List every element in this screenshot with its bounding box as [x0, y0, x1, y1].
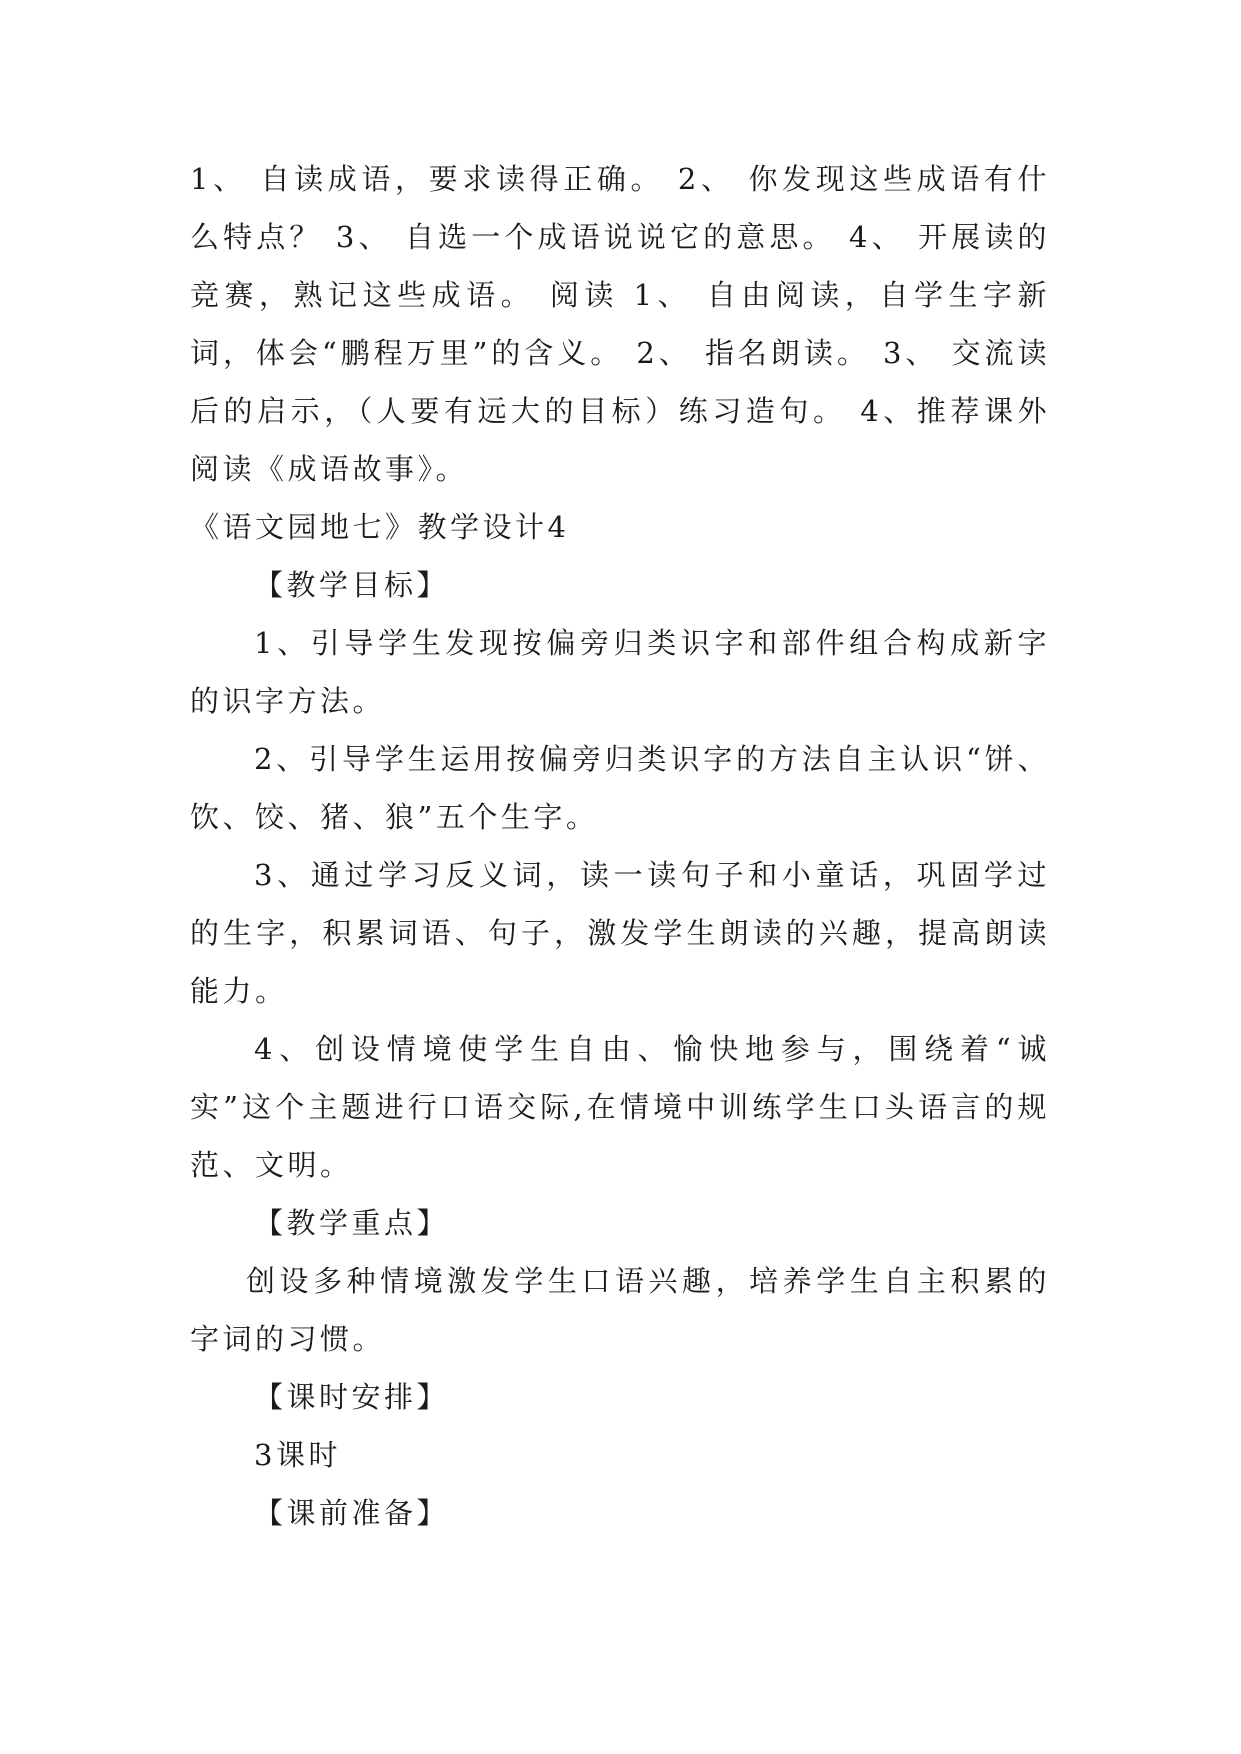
document-title: 《语文园地七》教学设计4	[190, 510, 570, 544]
intro-paragraph: 1、 自读成语，要求读得正确。 2、 你发现这些成语有什么特点？ 3、 自选一个成语说说它的意思。 4、 开展读的竞赛，熟记这些成语。 阅读 1、 自由阅读，自学生字新词，体会“鹏程万里”的含义。 2、 指名朗读。 3、 交流读后的启示，（人要有远大的目标）练习造句。 4、推荐课外阅读《成语故事》。	[190, 162, 1050, 486]
objective-item: 3、通过学习反义词，读一读句子和小童话，巩固学过的生字，积累词语、句子，激发学生朗读的兴趣，提高朗读能力。	[190, 858, 1050, 1008]
schedule-text: 3课时	[254, 1438, 341, 1472]
objective-item: 4、创设情境使学生自由、愉快地参与，围绕着“诚实”这个主题进行口语交际,在情境中训练学生口头语言的规范、文明。	[190, 1032, 1050, 1182]
key-points-text: 创设多种情境激发学生口语兴趣，培养学生自主积累的字词的习惯。	[190, 1264, 1050, 1356]
preparation-heading: 【课前准备】	[254, 1496, 450, 1530]
objectives-heading: 【教学目标】	[254, 568, 450, 602]
schedule-heading: 【课时安排】	[254, 1380, 450, 1414]
objective-item: 2、引导学生运用按偏旁归类识字的方法自主认识“饼、饮、饺、猪、狼”五个生字。	[190, 742, 1050, 834]
document-page	[190, 150, 1050, 1542]
key-points-heading: 【教学重点】	[254, 1206, 450, 1240]
objective-item: 1、引导学生发现按偏旁归类识字和部件组合构成新字的识字方法。	[190, 626, 1050, 718]
